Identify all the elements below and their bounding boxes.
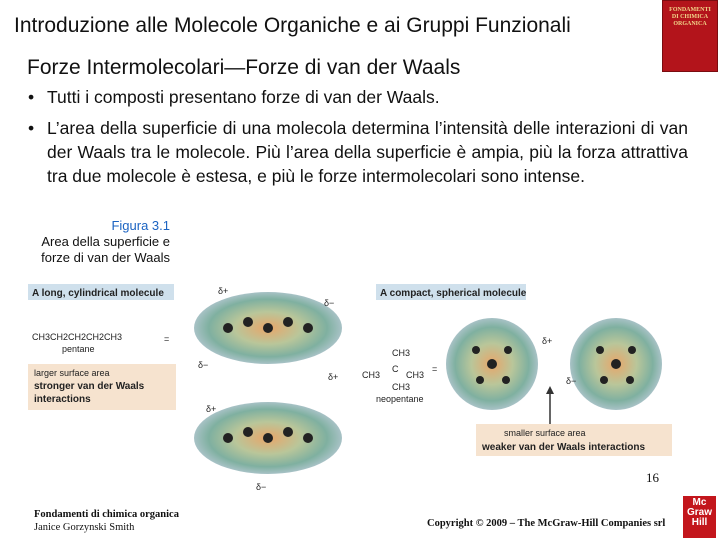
bullet-text: L’area della superficie di una molecola determina l’intensità delle interazioni di van der Waals tra le molecole. Più l’area della superficie è ampia, più la forza attrattiva tra due molecole è estesa, e più le forze intermolecolari sono intense. [47,118,688,186]
right-note-line1: smaller surface area [504,428,586,438]
bullet-item [28,85,688,109]
figure-caption [28,218,170,266]
van-der-waals-figure [28,268,672,498]
delta-label: δ− [324,298,335,308]
right-panel-header-text: A compact, spherical molecule [380,288,527,299]
formula-center: C [392,364,399,374]
figure-caption-text: Area della superficie e forze di van der Waals [41,234,170,265]
neopentane-name: neopentane [376,394,424,404]
delta-label: δ− [256,482,267,492]
pentane-molecule-pair [194,286,342,492]
delta-label: δ+ [218,286,229,296]
arrow-head [546,386,554,394]
delta-label: δ− [198,360,209,370]
logo-line: Mc [692,497,707,508]
figure-label: Figura 3.1 [111,218,170,233]
formula-left: CH3 [362,370,381,380]
footer-book-info [34,508,179,534]
formula-bottom: CH3 [392,382,411,392]
right-note-line2: weaker van der Waals interactions [482,442,646,453]
neopentane-formula [362,348,424,392]
logo-line: Graw [686,507,712,518]
delta-label: δ+ [328,372,339,382]
slide-title: Introduzione alle Molecole Organiche e ai Gruppi Funzionali [14,14,571,37]
delta-label: δ+ [206,404,217,414]
pentane-formula: CH3CH2CH2CH2CH3 [32,332,123,342]
bullet-item [28,116,688,188]
delta-label: δ+ [542,336,553,346]
mcgraw-hill-logo [683,496,716,538]
logo-line: Hill [691,517,708,528]
pentane-name: pentane [62,344,95,354]
left-note-line3: interactions [34,394,91,405]
left-panel-header-text: A long, cylindrical molecule [32,288,164,299]
bullet-dot: • [28,87,35,107]
left-note-line2: stronger van der Waals [34,381,145,392]
book-cover-title: FONDAMENTI DI CHIMICA ORGANICA [669,7,711,27]
left-equals-sign: = [164,334,170,344]
neopentane-molecule-pair [446,318,662,410]
copyright-notice: Copyright © 2009 – The McGraw-Hill Companies srl [427,518,666,529]
delta-label: δ− [566,376,577,386]
slide-subtitle: Forze Intermolecolari—Forze di van der Waals [27,56,461,79]
formula-right: CH3 [406,370,425,380]
left-note-line1: larger surface area [34,368,110,378]
bullet-dot: • [28,118,35,138]
book-cover-thumbnail [662,0,718,72]
bullet-text: Tutti i composti presentano forze di van der Waals. [47,87,440,107]
right-equals-sign: = [432,364,438,374]
formula-top: CH3 [392,348,411,358]
footer-author: Janice Gorzynski Smith [34,522,135,533]
page-number: 16 [646,470,659,485]
footer-book-title: Fondamenti di chimica organica [34,509,179,520]
